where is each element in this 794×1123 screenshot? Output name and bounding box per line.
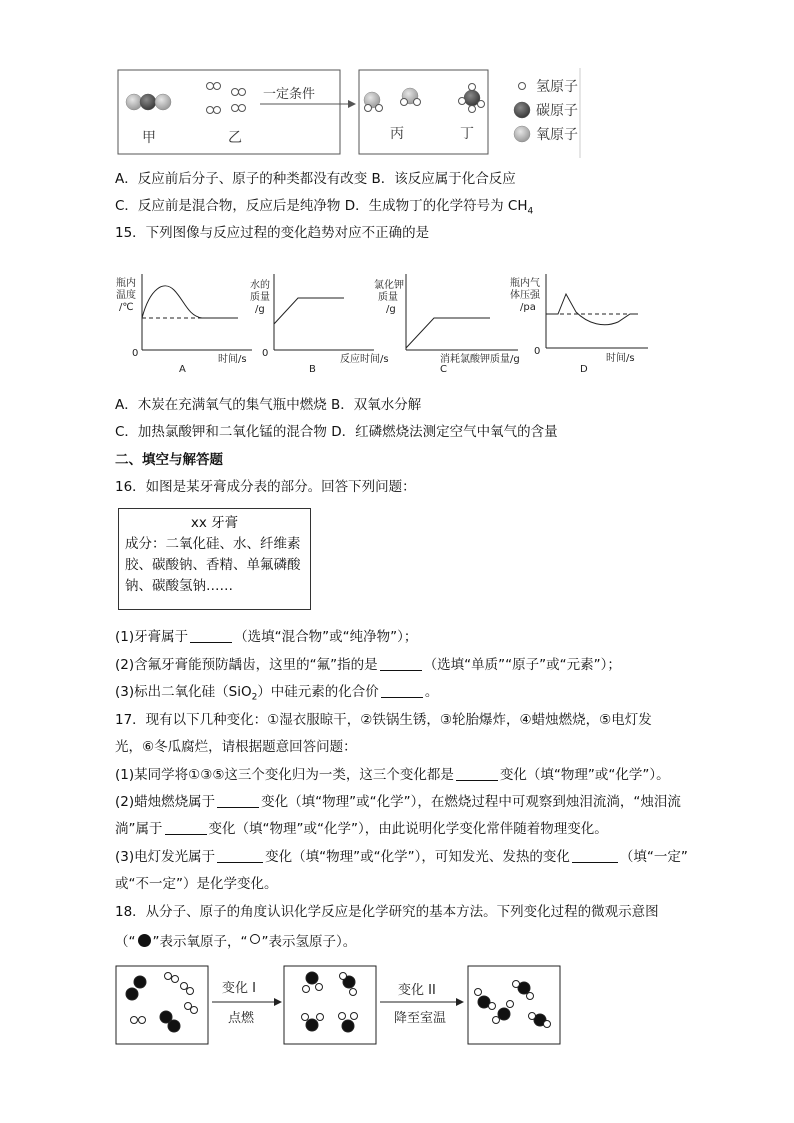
graph-b-tag: B	[309, 364, 316, 375]
q17-sub3-mid: 变化（填“物理”或“化学”），可知发光、发热的变化	[265, 849, 570, 865]
graph-c-tag: C	[440, 364, 447, 375]
q18-legend-open: （“	[115, 934, 136, 950]
toothpaste-ingredient-box	[118, 508, 311, 610]
answer-blank[interactable]	[190, 628, 232, 643]
graph-d	[510, 274, 648, 375]
q16-sub3-text: (3)标出二氧化硅（SiO	[115, 684, 252, 700]
q14-options-line2	[115, 197, 533, 221]
q16-stem: 16．如图是某牙膏成分表的部分。回答下列问题：	[115, 479, 416, 495]
carbon-atom	[140, 94, 156, 110]
sio2-subscript: 2	[251, 692, 258, 703]
q14-reaction-figure	[110, 64, 590, 160]
q15-options-line2: C．加热氯酸钾和二氧化锰的混合物 D．红磷燃烧法测定空气中氧气的含量	[115, 424, 558, 440]
ingredient-line: 胶、碳酸钠、香精、单氟磷酸	[125, 557, 301, 573]
graph-b-ylabel-3: /g	[255, 304, 265, 315]
graph-a	[116, 274, 252, 375]
ingredient-line: 成分：二氧化硅、水、纤维素	[125, 536, 301, 552]
q17-sub2b-hint: 变化（填“物理”或“化学”），由此说明化学变化常伴随着物理变化。	[208, 821, 608, 837]
graph-a-ylabel-2: 温度	[116, 290, 136, 301]
oxygen-atom	[126, 94, 142, 110]
graph-b-origin: 0	[262, 348, 269, 359]
arrow2-label-top: 变化 II	[398, 983, 436, 998]
graph-c	[374, 274, 520, 375]
graph-d-ylabel-3: /pa	[520, 302, 536, 313]
section-title: 二、填空与解答题	[115, 452, 223, 468]
q17-sub2-text: (2)蜡烛燃烧属于	[115, 794, 216, 810]
hydrogen-molecules	[207, 83, 246, 114]
label-bing: 丙	[390, 126, 404, 142]
q17-sub1-text: (1)某同学将①③⑤这三个变化归为一类，这三个变化都是	[115, 767, 454, 783]
q15-graphs	[112, 268, 652, 380]
arrow-head-icon	[274, 998, 282, 1006]
graph-a-tag: A	[179, 364, 186, 375]
q14-options-line1: A．反应前后分子、原子的种类都没有改变 B．该反应属于化合反应	[115, 171, 516, 187]
graph-b-xlabel: 反应时间/s	[340, 354, 389, 365]
q17-sub2b-text: 淌”属于	[115, 821, 163, 837]
label-ding: 丁	[460, 126, 474, 142]
answer-blank[interactable]	[456, 766, 498, 781]
hydrogen-atom-icon	[250, 934, 260, 944]
graph-d-ylabel-1: 瓶内气	[510, 278, 540, 289]
answer-blank[interactable]	[217, 848, 263, 863]
graph-a-ylabel-3: /℃	[119, 302, 134, 313]
answer-blank[interactable]	[381, 683, 423, 698]
answer-blank[interactable]	[217, 793, 259, 808]
ingredient-line: 钠、碳酸氢钠……	[125, 578, 233, 594]
q18-legend-mid: ”表示氧原子，“	[152, 934, 248, 950]
arrow2-label-bottom: 降至室温	[394, 1011, 447, 1026]
legend-oxygen: 氧原子	[536, 127, 578, 143]
state-box-1	[116, 966, 208, 1044]
q18-legend-close: ”表示氢原子）。	[261, 934, 357, 950]
q17-sub2-mid: 变化（填“物理”或“化学”），在燃烧过程中可观察到烛泪流淌，“烛泪流	[261, 794, 681, 810]
oxygen-atom-icon	[138, 934, 151, 947]
graph-c-ylabel-3: /g	[386, 304, 396, 315]
graph-b-ylabel-2: 质量	[250, 292, 270, 303]
q15-stem: 15．下列图像与反应过程的变化趋势对应不正确的是	[115, 225, 430, 241]
answer-blank[interactable]	[572, 848, 618, 863]
arrow1-label-bottom: 点燃	[228, 1011, 255, 1026]
label-jia: 甲	[142, 130, 156, 146]
q18-stem-line2	[115, 933, 356, 951]
graph-b	[250, 274, 389, 375]
label-yi: 乙	[228, 130, 242, 146]
q18-stem-line1: 18．从分子、原子的角度认识化学反应是化学研究的基本方法。下列变化过程的微观示意图	[115, 904, 659, 920]
q16-sub1-hint: （选填“混合物”或“纯净物”）；	[234, 629, 418, 645]
graph-d-xlabel: 时间/s	[606, 353, 635, 364]
arrow1-label-top: 变化 I	[222, 981, 256, 996]
arrow-head-icon	[348, 100, 356, 108]
graph-a-origin: 0	[132, 348, 139, 359]
answer-blank[interactable]	[165, 820, 207, 835]
q17-stem-line2: 光，⑥冬瓜腐烂，请根据题意回答问题：	[115, 739, 357, 755]
graph-d-tag: D	[580, 364, 588, 375]
arrow-condition-label: 一定条件	[263, 87, 316, 102]
ch4-subscript: 4	[527, 206, 534, 217]
answer-blank[interactable]	[380, 656, 422, 671]
q18-micro-diagram	[112, 962, 612, 1048]
toothpaste-title: xx 牙膏	[190, 515, 239, 531]
q17-sub3-text: (3)电灯发光属于	[115, 849, 216, 865]
q17-sub1-hint: 变化（填“物理”或“化学”）。	[499, 767, 670, 783]
graph-b-ylabel-1: 水的	[250, 280, 270, 291]
q15-options-line1: A．木炭在充满氧气的集气瓶中燃烧 B．双氧水分解	[115, 397, 422, 413]
q17-sub1	[115, 766, 670, 784]
q16-sub1-text: (1)牙膏属于	[115, 629, 189, 645]
legend-carbon: 碳原子	[536, 103, 578, 119]
q17-sub2-cont	[115, 820, 608, 838]
graph-a-xlabel: 时间/s	[218, 354, 247, 365]
q16-sub3-end: 。	[424, 684, 439, 700]
q16-sub3	[115, 683, 438, 707]
q16-sub1	[115, 628, 417, 646]
graph-a-ylabel-1: 瓶内	[116, 278, 136, 289]
q17-stem-line1: 17．现有以下几种变化：①湿衣服晾干，②铁锅生锈，③轮胎爆炸，④蜡烛燃烧，⑤电灯发	[115, 712, 652, 728]
q16-sub2-text: (2)含氟牙膏能预防龋齿，这里的“氟”指的是	[115, 657, 378, 673]
graph-d-origin: 0	[534, 346, 541, 357]
oxygen-atom	[155, 94, 171, 110]
legend-hydrogen: 氢原子	[536, 79, 578, 95]
q17-sub3	[115, 848, 688, 866]
q16-sub3-mid: ）中硅元素的化合价	[257, 684, 379, 700]
q16-sub2-hint: （选填“单质”“原子”或“元素”）；	[423, 657, 621, 673]
q14-options-line2-text: C．反应前是混合物，反应后是纯净物 D．生成物丁的化学符号为 CH	[115, 198, 528, 214]
graph-c-ylabel-1: 氯化钾	[374, 280, 404, 291]
arrow-head-icon	[456, 998, 464, 1006]
state-box-2	[284, 966, 376, 1044]
q17-sub3-cont: 或“不一定”）是化学变化。	[115, 876, 278, 892]
graph-d-ylabel-2: 体压强	[510, 290, 540, 301]
q16-sub2	[115, 656, 621, 674]
graph-c-ylabel-2: 质量	[378, 292, 398, 303]
q17-sub3-end: （填“一定”	[619, 849, 688, 865]
graph-c-xlabel: 消耗氯酸钾质量/g	[440, 354, 520, 365]
q17-sub2	[115, 793, 681, 811]
